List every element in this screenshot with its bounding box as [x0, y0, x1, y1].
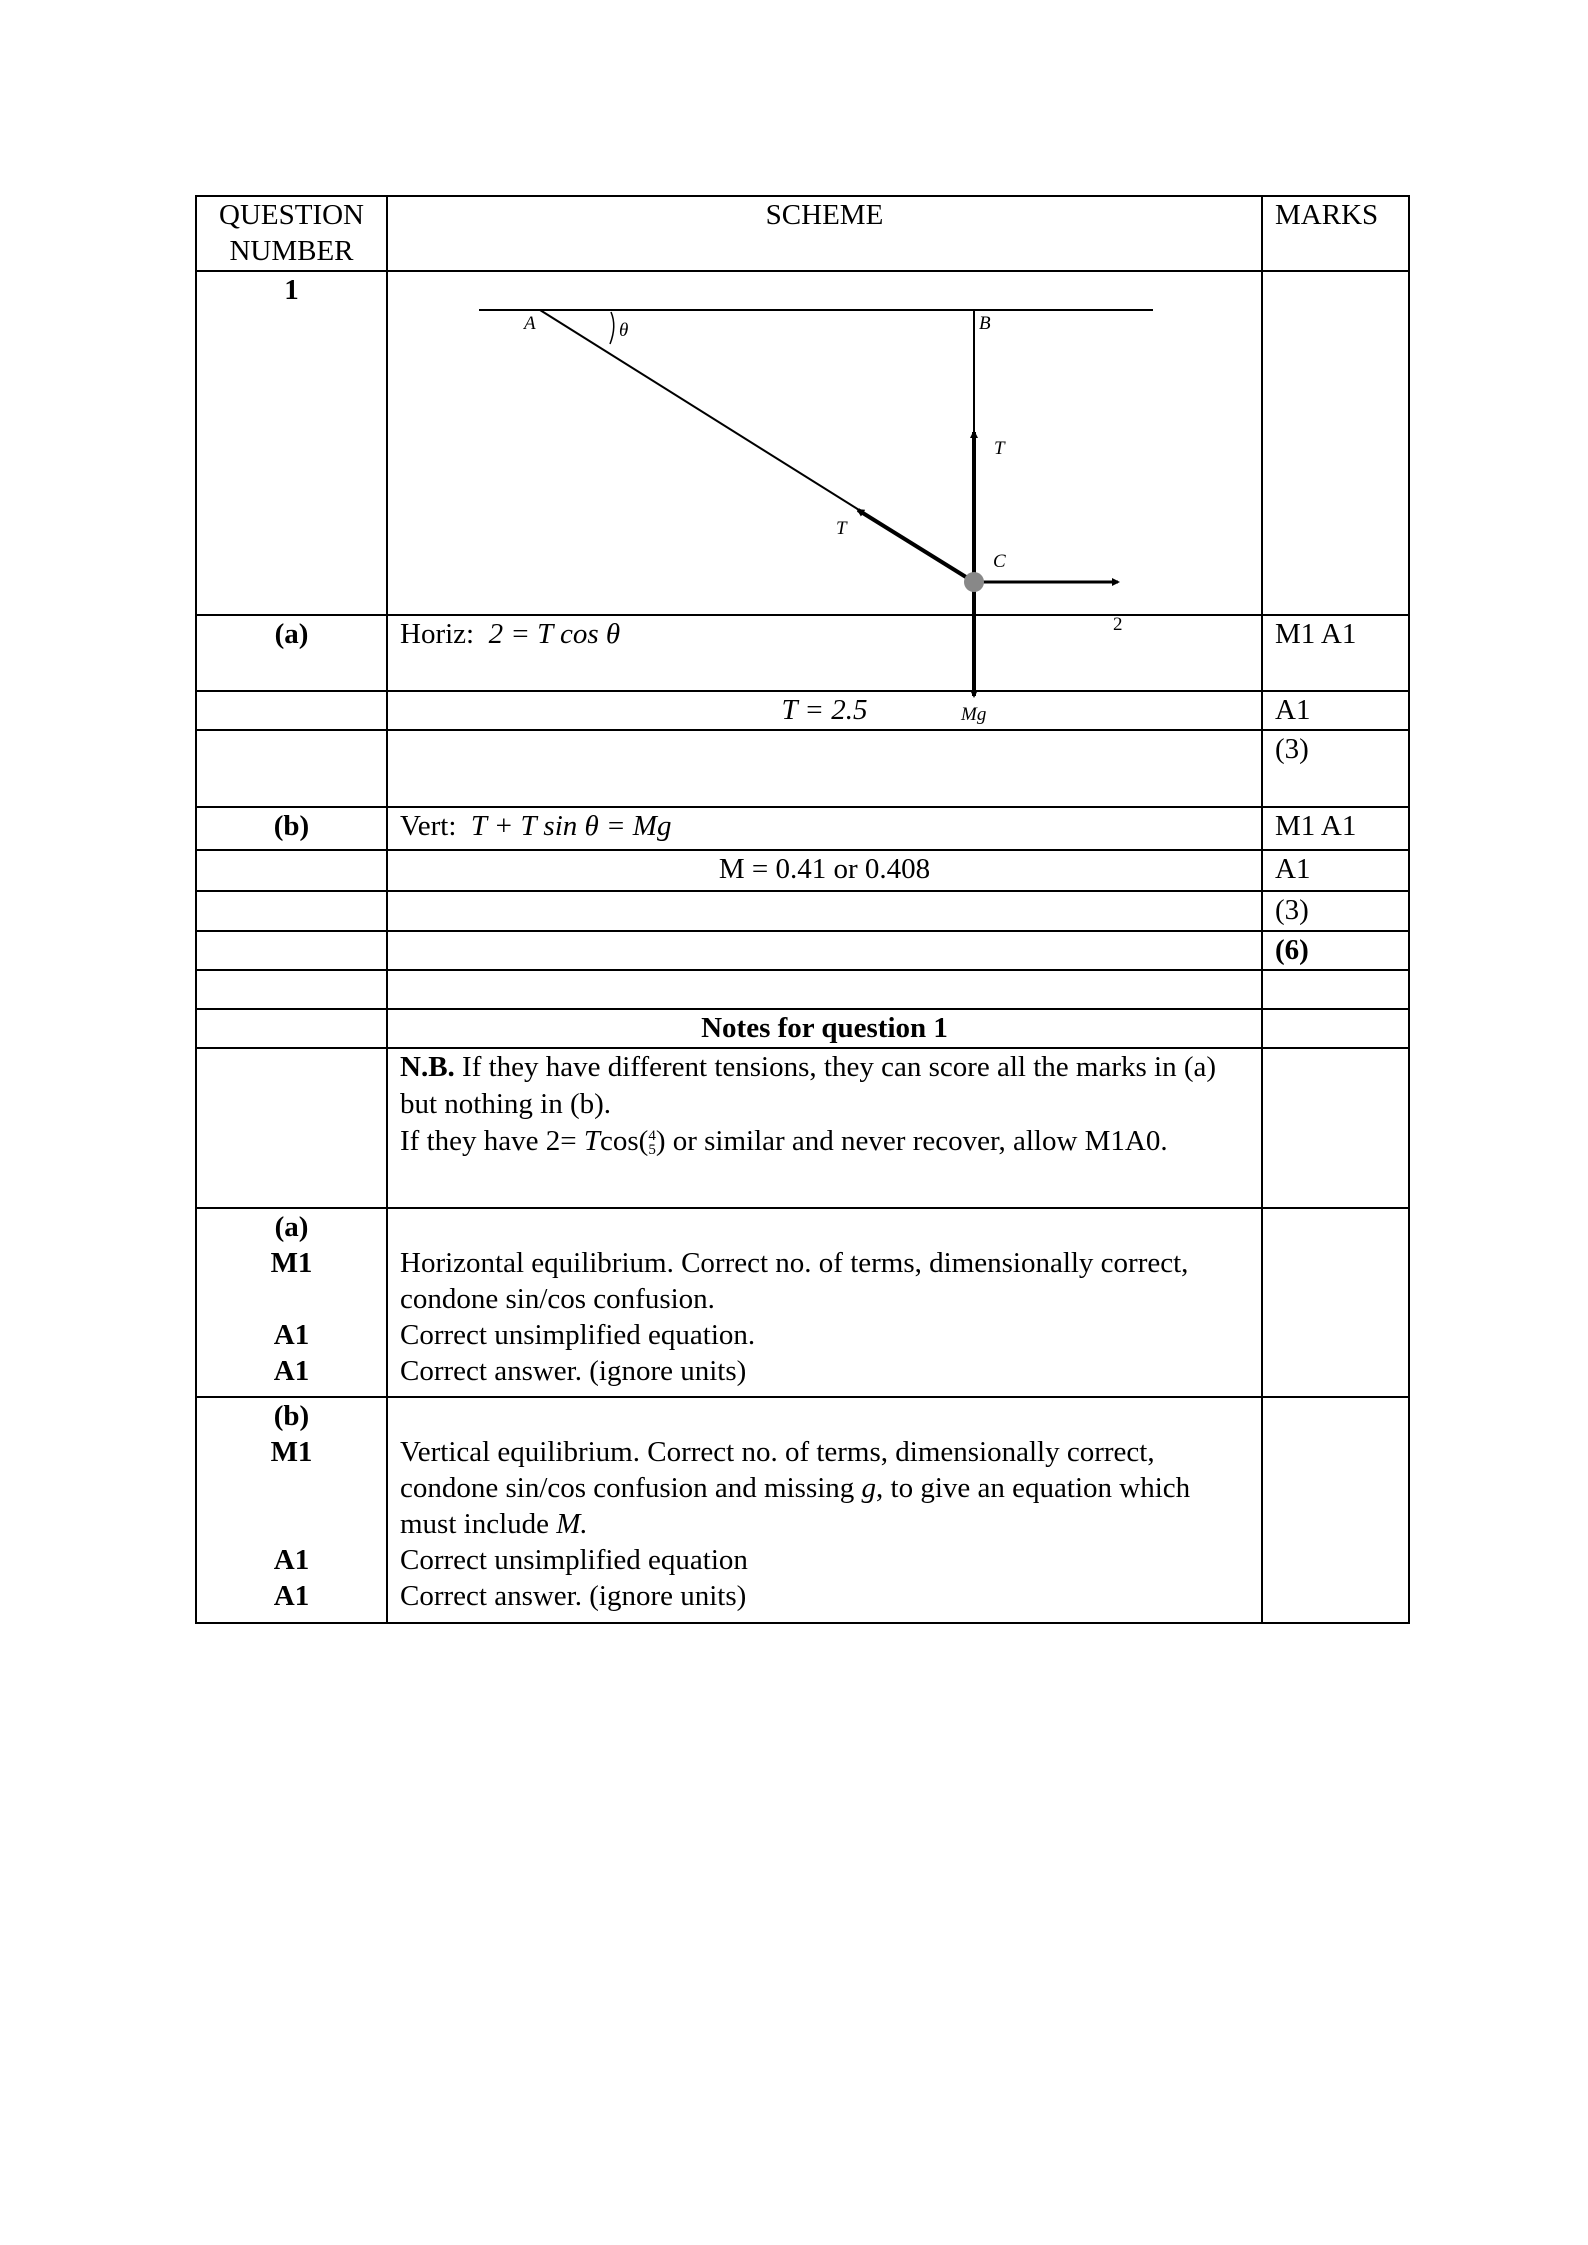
part-a-marks: M1 A1	[1262, 615, 1409, 691]
part-a-total: (3)	[1262, 730, 1409, 807]
part-a-result-marks: A1	[1262, 691, 1409, 730]
notes-a-labels	[196, 1208, 387, 1397]
notes-b-m1-g: g	[861, 1472, 877, 1504]
notes-title: Notes for question 1	[387, 1009, 1262, 1048]
notes-a-m1-text: Horizontal equilibrium. Correct no. of terms, dimensionally correct, condone sin/cos confusion.	[400, 1247, 1189, 1315]
label-c: C	[993, 551, 1006, 572]
part-b-result: M = 0.41 or 0.408	[387, 850, 1262, 891]
part-a-equation: 2 = T cos θ	[488, 618, 621, 650]
nb2-cos: cos(	[599, 1125, 649, 1157]
label-2: 2	[1113, 614, 1123, 635]
question-number: 1	[196, 271, 387, 615]
notes-a-a1b-text: Correct answer. (ignore units)	[400, 1355, 747, 1387]
notes-a-a1-text: Correct unsimplified equation.	[400, 1319, 756, 1351]
fraction-denominator: 5	[648, 1142, 656, 1159]
fraction-numerator: 4	[648, 1128, 656, 1145]
part-b-total: (3)	[1262, 891, 1409, 931]
notes-b-a1: A1	[273, 1544, 310, 1576]
notes-a-label: (a)	[274, 1211, 309, 1243]
label-theta: θ	[619, 320, 629, 341]
label-t-vertical: T	[994, 438, 1005, 459]
notes-b-m1-m: M.	[556, 1508, 588, 1540]
notes-b-m1: M1	[270, 1436, 313, 1468]
nb-text: If they have different tensions, they can score all the marks in (a) but nothing in (b).	[400, 1051, 1217, 1120]
notes-b-labels	[196, 1397, 387, 1623]
part-a-prefix: Horiz:	[400, 618, 475, 650]
notes-a-a1: A1	[273, 1319, 310, 1351]
part-b-marks: M1 A1	[1262, 807, 1409, 850]
part-a-label: (a)	[196, 615, 387, 691]
label-mg: Mg	[961, 704, 987, 725]
part-b-prefix: Vert:	[400, 810, 457, 842]
part-b-result-marks: A1	[1262, 850, 1409, 891]
notes-b-m1-mid: , to give an equation which must include	[400, 1472, 1191, 1540]
nb2-text-pre: If they have 2=	[400, 1125, 577, 1157]
header-scheme: SCHEME	[387, 196, 1262, 271]
notes-nb	[387, 1048, 1262, 1208]
label-a: A	[524, 313, 536, 334]
notes-b-label: (b)	[273, 1400, 310, 1432]
nb-label: N.B.	[400, 1051, 455, 1083]
angle-arc	[610, 312, 614, 344]
notes-a-m1: M1	[270, 1247, 313, 1279]
part-b-equation: T + T sin θ = Mg	[470, 810, 672, 842]
part-b-label: (b)	[196, 807, 387, 850]
notes-b-m1-pre: Vertical equilibrium. Correct no. of terms, dimensionally correct, condone sin/cos confusion and missing	[400, 1436, 1155, 1504]
part-a-result: T = 2.5	[387, 691, 1262, 730]
grand-total: (6)	[1262, 931, 1409, 970]
header-question-number: QUESTION NUMBER	[196, 196, 387, 271]
notes-b-m1-text	[400, 1434, 1249, 1542]
nb2-text-post: ) or similar and never recover, allow M1A0.	[655, 1125, 1168, 1157]
header-marks: MARKS	[1262, 196, 1409, 271]
fraction-4-5	[648, 1129, 656, 1157]
mark-scheme-table	[195, 195, 1410, 1624]
notes-b-a1b-text: Correct answer. (ignore units)	[400, 1580, 747, 1612]
notes-a-a1b: A1	[273, 1355, 310, 1387]
nb2-t: T	[583, 1125, 600, 1157]
notes-b-a1-text: Correct unsimplified equation	[400, 1544, 748, 1576]
notes-b-a1b: A1	[273, 1580, 310, 1612]
tension-arrow-ac	[858, 510, 974, 582]
label-b: B	[979, 313, 991, 334]
particle-c	[964, 572, 984, 592]
label-t-ac: T	[836, 518, 847, 539]
